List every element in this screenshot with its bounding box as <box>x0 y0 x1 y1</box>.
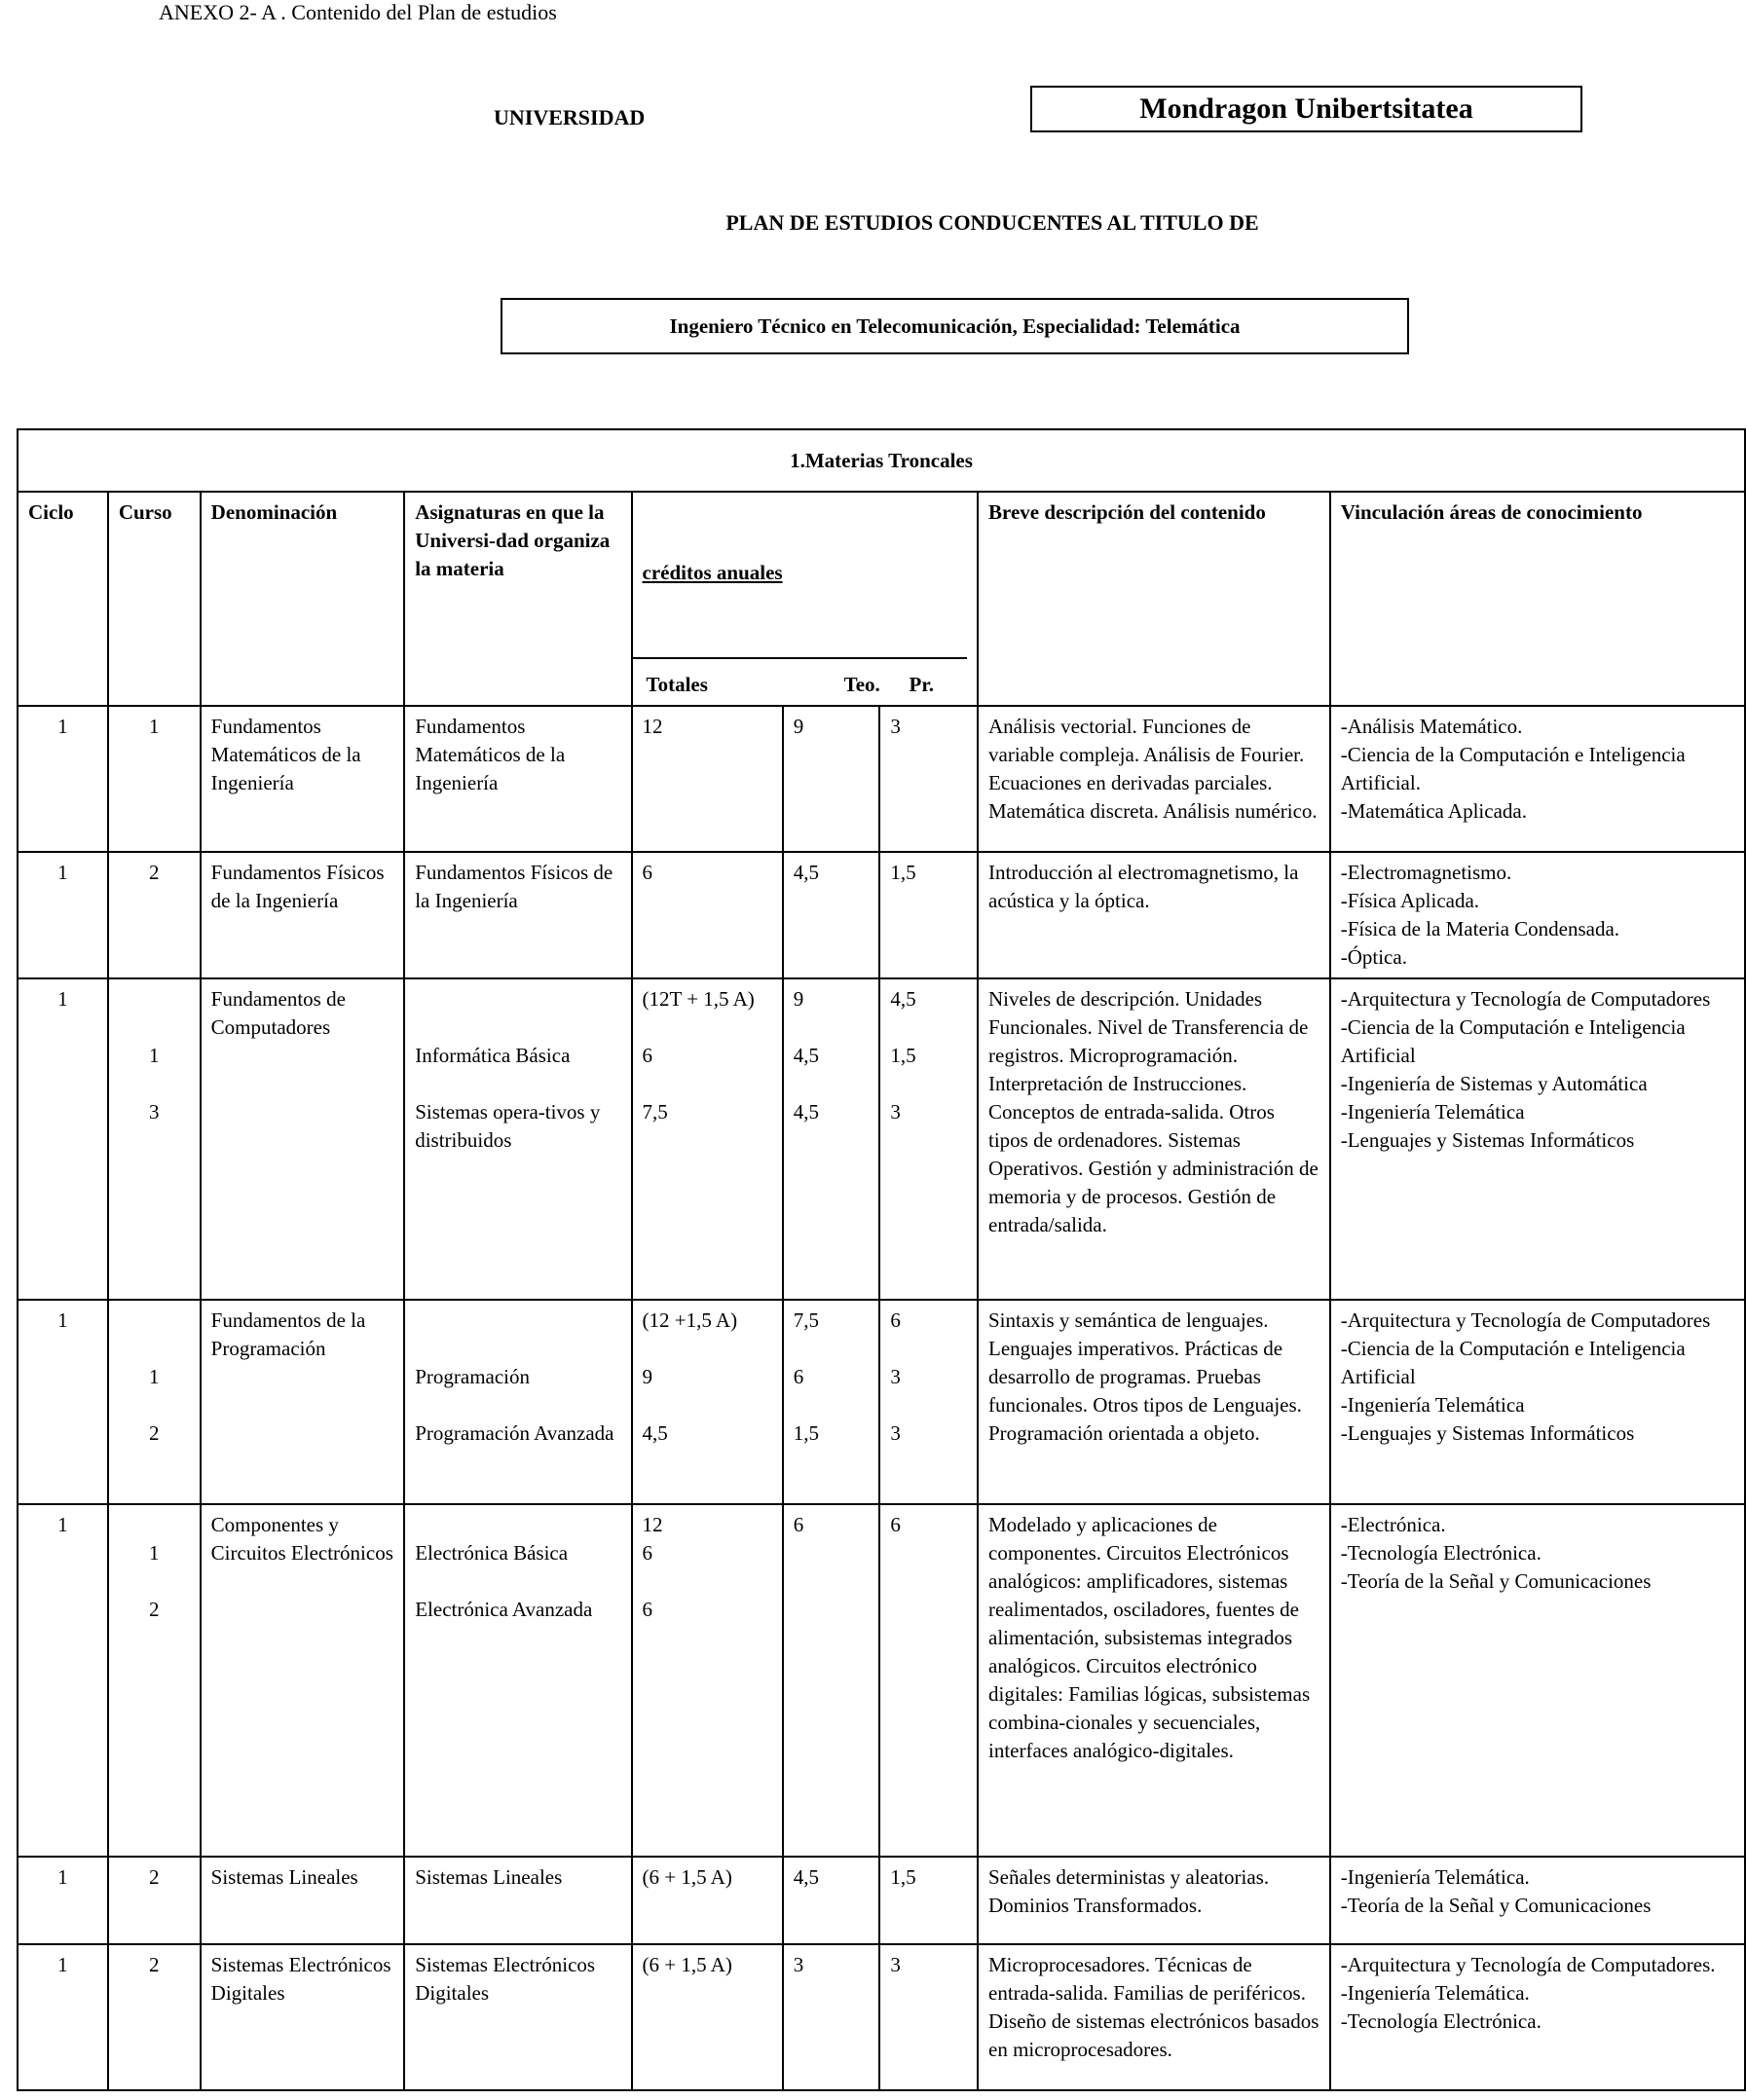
area-value: -Arquitectura y Tecnología de Computadores. <box>1340 1953 1716 1976</box>
area-value: -Óptica. <box>1340 945 1407 969</box>
curso-cell <box>108 1300 201 1504</box>
denominacion-cell <box>201 706 405 852</box>
pr-cell <box>879 1504 978 1857</box>
header-teo: Teo. <box>843 673 880 696</box>
teo-cell <box>783 1504 880 1857</box>
curso-value: 1 <box>148 1044 160 1067</box>
totales-value: 4,5 <box>642 1421 668 1445</box>
header-ciclo: Ciclo <box>18 492 108 706</box>
pr-value: 3 <box>890 1365 901 1388</box>
totales-cell <box>632 1944 783 2090</box>
table-row <box>18 1857 1745 1944</box>
area-value: -Ciencia de la Computación e Inteligencia Artificial <box>1340 1337 1686 1388</box>
areas-cell <box>1330 1300 1745 1504</box>
totales-cell <box>632 1857 783 1944</box>
totales-value: 7,5 <box>642 1100 668 1124</box>
totales-cell <box>632 1504 783 1857</box>
ciclo-value: 1 <box>57 1953 68 1976</box>
pr-value: 3 <box>890 1421 901 1445</box>
asignaturas-cell <box>404 1504 631 1857</box>
ciclo-cell <box>18 706 108 852</box>
area-value: -Teoría de la Señal y Comunicaciones <box>1340 1569 1652 1593</box>
header-denominacion: Denominación <box>201 492 405 706</box>
totales-value: 6 <box>642 1541 652 1565</box>
totales-value: (12 +1,5 A) <box>642 1308 738 1332</box>
area-value: -Arquitectura y Tecnología de Computadores <box>1340 1308 1711 1332</box>
area-value: -Análisis Matemático. <box>1340 715 1523 738</box>
ciclo-cell <box>18 978 108 1300</box>
totales-cell <box>632 852 783 978</box>
denominacion-value: Sistemas Lineales <box>210 1865 358 1889</box>
descripcion-cell <box>978 1504 1330 1857</box>
curso-value: 2 <box>148 1421 160 1445</box>
curso-cell <box>108 1857 201 1944</box>
curso-cell <box>108 852 201 978</box>
teo-cell <box>783 1944 880 2090</box>
teo-value: 4,5 <box>793 861 820 884</box>
asignaturas-cell <box>404 978 631 1300</box>
pr-cell <box>879 706 978 852</box>
denominacion-value: Componentes y Circuitos Electrónicos <box>210 1513 393 1565</box>
area-value: -Teoría de la Señal y Comunicaciones <box>1340 1894 1652 1917</box>
plan-title: PLAN DE ESTUDIOS CONDUCENTES AL TITULO DE <box>725 210 1259 235</box>
descripcion-cell <box>978 978 1330 1300</box>
table-row <box>18 1504 1745 1857</box>
denominacion-value: Sistemas Electrónicos Digitales <box>210 1953 391 2005</box>
descripcion-cell <box>978 1857 1330 1944</box>
descripcion-cell <box>978 852 1330 978</box>
teo-value: 4,5 <box>793 1865 820 1889</box>
teo-value: 6 <box>793 1513 804 1536</box>
area-value: -Arquitectura y Tecnología de Computadores <box>1340 987 1711 1011</box>
table-row <box>18 978 1745 1300</box>
ciclo-value: 1 <box>57 1513 68 1536</box>
pr-value: 6 <box>890 1513 901 1536</box>
teo-cell <box>783 978 880 1300</box>
curso-value: 1 <box>148 1365 160 1388</box>
teo-value: 9 <box>793 715 804 738</box>
asignaturas-cell <box>404 1857 631 1944</box>
pr-cell <box>879 1300 978 1504</box>
curso-cell <box>108 978 201 1300</box>
curso-value: 3 <box>148 1100 160 1124</box>
table-row <box>18 852 1745 978</box>
asignaturas-cell <box>404 1944 631 2090</box>
curso-value: 2 <box>148 1865 160 1889</box>
table-title: 1.Materias Troncales <box>18 429 1745 492</box>
totales-value: (12T + 1,5 A) <box>642 987 755 1011</box>
area-value: -Ingeniería Telemática <box>1340 1100 1525 1124</box>
denominacion-value: Fundamentos Matemáticos de la Ingeniería <box>210 715 361 794</box>
header-creditos <box>632 492 979 706</box>
area-value: -Ingeniería Telemática <box>1340 1393 1525 1417</box>
asignaturas-cell <box>404 706 631 852</box>
university-label: UNIVERSIDAD <box>494 105 646 129</box>
pr-cell <box>879 1857 978 1944</box>
descripcion-value: Introducción al electromagnetismo, la acústica y la óptica. <box>988 861 1299 912</box>
totales-value: 6 <box>642 1598 652 1621</box>
asignatura-value: Electrónica Básica <box>415 1541 569 1565</box>
table-row <box>18 1300 1745 1504</box>
area-value: -Ingeniería de Sistemas y Automática <box>1340 1072 1648 1095</box>
descripcion-cell <box>978 1944 1330 2090</box>
denominacion-cell <box>201 978 405 1300</box>
areas-cell <box>1330 852 1745 978</box>
ciclo-cell <box>18 1300 108 1504</box>
teo-cell <box>783 1300 880 1504</box>
teo-cell <box>783 1857 880 1944</box>
descripcion-value: Modelado y aplicaciones de componentes. Circuitos Electrónicos analógicos: amplificadores, sistemas realimentados, osciladores, fuentes de alimentación, subsistemas integrados analógicos. Circuitos electrónico digitales: Familias lógicas, subsistemas combina-cionales y secuenciales, interfaces analógico-digitales. <box>988 1513 1311 1762</box>
teo-cell <box>783 706 880 852</box>
descripcion-cell <box>978 1300 1330 1504</box>
area-value: -Matemática Aplicada. <box>1340 799 1527 823</box>
asignatura-value: Sistemas opera-tivos y distribuidos <box>415 1100 601 1152</box>
areas-cell <box>1330 978 1745 1300</box>
totales-cell <box>632 1300 783 1504</box>
descripcion-value: Microprocesadores. Técnicas de entrada-salida. Familias de periféricos. Diseño de sistemas electrónicos basados en microprocesadores. <box>988 1953 1319 2061</box>
pr-value: 6 <box>890 1308 901 1332</box>
denominacion-cell <box>201 852 405 978</box>
totales-value: 12 <box>642 715 663 738</box>
totales-value: 6 <box>642 1044 652 1067</box>
area-value: -Física de la Materia Condensada. <box>1340 917 1620 940</box>
university-name-box: Mondragon Unibertsitatea <box>1030 86 1582 132</box>
header-asignaturas: Asignaturas en que la Universi-dad organiza la materia <box>404 492 631 706</box>
totales-cell <box>632 706 783 852</box>
denominacion-cell <box>201 1504 405 1857</box>
curso-value: 2 <box>148 1953 160 1976</box>
asignatura-value: Sistemas Electrónicos Digitales <box>415 1953 596 2005</box>
header-creditos-label: créditos anuales <box>642 561 783 584</box>
ciclo-value: 1 <box>57 861 68 884</box>
area-value: -Electromagnetismo. <box>1340 861 1512 884</box>
pr-value: 1,5 <box>890 861 916 884</box>
ciclo-cell <box>18 852 108 978</box>
ciclo-cell <box>18 1857 108 1944</box>
asignatura-value: Programación Avanzada <box>415 1421 614 1445</box>
teo-value: 7,5 <box>793 1308 820 1332</box>
pr-value: 3 <box>890 1100 901 1124</box>
areas-cell <box>1330 1504 1745 1857</box>
areas-cell <box>1330 1944 1745 2090</box>
curso-value: 1 <box>148 1541 160 1565</box>
curso-value: 1 <box>148 715 160 738</box>
area-value: -Electrónica. <box>1340 1513 1446 1536</box>
area-value: -Tecnología Electrónica. <box>1340 2009 1542 2033</box>
area-value: -Física Aplicada. <box>1340 889 1480 912</box>
asignatura-value: Sistemas Lineales <box>415 1865 563 1889</box>
annex-label: ANEXO 2- A . Contenido del Plan de estudios <box>159 0 557 24</box>
area-value: -Ingeniería Telemática. <box>1340 1981 1530 2005</box>
teo-value: 9 <box>793 987 804 1011</box>
curso-value: 2 <box>148 861 160 884</box>
area-value: -Ingeniería Telemática. <box>1340 1865 1530 1889</box>
header-creditos-sub <box>647 671 964 699</box>
asignatura-value: Electrónica Avanzada <box>415 1598 593 1621</box>
totales-value: (6 + 1,5 A) <box>642 1953 732 1976</box>
totales-cell <box>632 978 783 1300</box>
ciclo-value: 1 <box>57 1865 68 1889</box>
asignaturas-cell <box>404 852 631 978</box>
table-row <box>18 1944 1745 2090</box>
teo-value: 3 <box>793 1953 804 1976</box>
denominacion-cell <box>201 1857 405 1944</box>
area-value: -Ciencia de la Computación e Inteligencia Artificial. <box>1340 743 1686 794</box>
teo-value: 4,5 <box>793 1100 820 1124</box>
ciclo-value: 1 <box>57 987 68 1011</box>
ciclo-value: 1 <box>57 715 68 738</box>
pr-value: 1,5 <box>890 1865 916 1889</box>
header-descripcion: Breve descripción del contenido <box>978 492 1330 706</box>
asignaturas-cell <box>404 1300 631 1504</box>
pr-cell <box>879 978 978 1300</box>
ciclo-value: 1 <box>57 1308 68 1332</box>
denominacion-value: Fundamentos de Computadores <box>210 987 346 1039</box>
descripcion-value: Sintaxis y semántica de lenguajes. Lenguajes imperativos. Prácticas de desarrollo de programas. Pruebas funcionales. Otros tipos de Lenguajes. Programación orientada a objeto. <box>988 1308 1302 1445</box>
header-curso: Curso <box>108 492 201 706</box>
area-value: -Ciencia de la Computación e Inteligencia Artificial <box>1340 1015 1686 1067</box>
curso-value: 2 <box>148 1598 160 1621</box>
ciclo-cell <box>18 1944 108 2090</box>
asignatura-value: Informática Básica <box>415 1044 571 1067</box>
asignatura-value: Fundamentos Matemáticos de la Ingeniería <box>415 715 566 794</box>
areas-cell <box>1330 1857 1745 1944</box>
table-row <box>18 706 1745 852</box>
area-value: -Lenguajes y Sistemas Informáticos <box>1340 1421 1635 1445</box>
teo-cell <box>783 852 880 978</box>
descripcion-value: Señales deterministas y aleatorias. Dominios Transformados. <box>988 1865 1270 1917</box>
asignatura-value: Fundamentos Físicos de la Ingeniería <box>415 861 613 912</box>
curso-cell <box>108 1944 201 2090</box>
pr-cell <box>879 852 978 978</box>
descripcion-value: Niveles de descripción. Unidades Funcionales. Nivel de Transferencia de registros. Microprogramación. Interpretación de Instrucciones. Conceptos de entrada-salida. Otros tipos de ordenadores. Sistemas Operativos. Gestión y administración de memoria y de procesos. Gestión de entrada/salida. <box>988 987 1319 1236</box>
subjects-table <box>17 428 1746 2091</box>
denominacion-value: Fundamentos Físicos de la Ingeniería <box>210 861 385 912</box>
teo-value: 6 <box>793 1365 804 1388</box>
curso-cell <box>108 706 201 852</box>
pr-value: 4,5 <box>890 987 916 1011</box>
pr-value: 1,5 <box>890 1044 916 1067</box>
area-value: -Lenguajes y Sistemas Informáticos <box>1340 1128 1635 1152</box>
denominacion-cell <box>201 1944 405 2090</box>
pr-cell <box>879 1944 978 2090</box>
header-pr: Pr. <box>909 673 934 696</box>
pr-value: 3 <box>890 715 901 738</box>
header-areas: Vinculación áreas de conocimiento <box>1330 492 1745 706</box>
denominacion-value: Fundamentos de la Programación <box>210 1308 366 1360</box>
totales-value: 12 <box>642 1513 663 1536</box>
ciclo-cell <box>18 1504 108 1857</box>
header-totales: Totales <box>646 673 708 696</box>
degree-title-box: Ingeniero Técnico en Telecomunicación, Especialidad: Telemática <box>501 298 1409 354</box>
area-value: -Tecnología Electrónica. <box>1340 1541 1542 1565</box>
descripcion-cell <box>978 706 1330 852</box>
totales-value: 9 <box>642 1365 652 1388</box>
teo-value: 1,5 <box>793 1421 820 1445</box>
descripcion-value: Análisis vectorial. Funciones de variable compleja. Análisis de Fourier. Ecuaciones en derivadas parciales. Matemática discreta. Análisis numérico. <box>988 715 1318 823</box>
totales-value: 6 <box>642 861 652 884</box>
teo-value: 4,5 <box>793 1044 820 1067</box>
header-creditos-divider <box>633 657 968 659</box>
curso-cell <box>108 1504 201 1857</box>
asignatura-value: Programación <box>415 1365 531 1388</box>
areas-cell <box>1330 706 1745 852</box>
pr-value: 3 <box>890 1953 901 1976</box>
denominacion-cell <box>201 1300 405 1504</box>
totales-value: (6 + 1,5 A) <box>642 1865 732 1889</box>
